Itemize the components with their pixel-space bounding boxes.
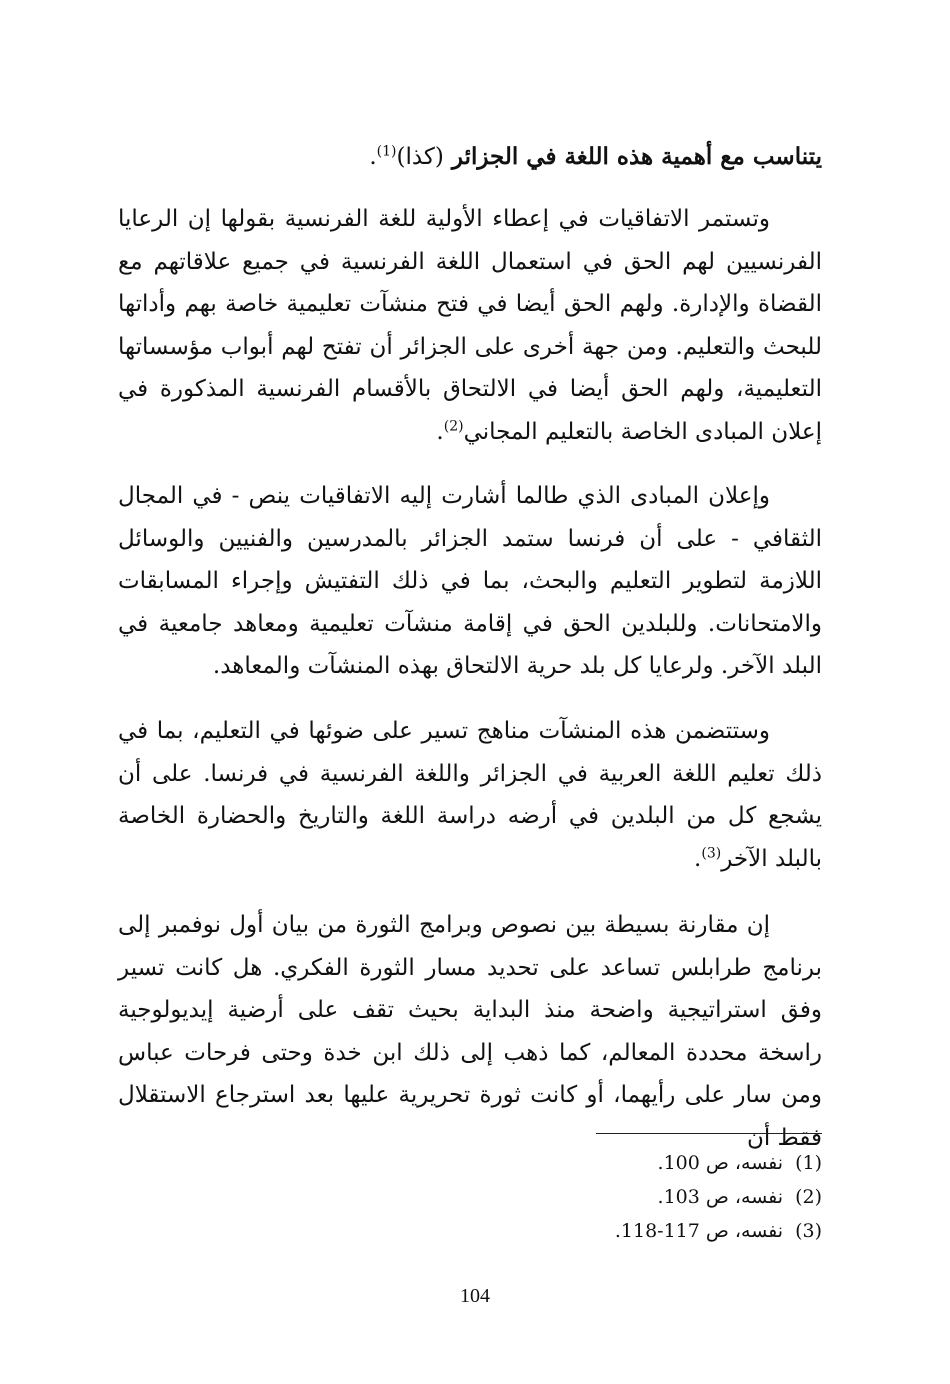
paragraph-end-mark: . [436,418,444,445]
footnote-text: نفسه، ص 117-118. [614,1220,784,1242]
footnote-3 [420,1214,822,1248]
footnote-separator [596,1133,822,1134]
footnote-1 [420,1146,822,1180]
paragraph-end-mark: . [369,144,377,170]
paragraph-end-mark: . [694,845,702,872]
footnote-2 [420,1180,822,1214]
footnote-ref-2[interactable]: (2) [443,417,464,434]
footnote-ref-3[interactable]: (3) [701,844,722,861]
paragraph-declaration-of-principles [118,475,822,688]
footnote-text: نفسه، ص 100. [657,1152,784,1174]
paragraph-text: وتستمر الاتفاقيات في إعطاء الأولية للغة الفرنسية بقولها إن الرعايا الفرنسيين لهم الحق في استعمال اللغة الفرنسية في جميع علاقاتهم مع القضاة والإدارة. ولهم الحق أيضا في فتح منشآت تعليمية خاصة بهم وأداتها للبحث والتعليم. ومن جهة أخرى على الجزائر أن تفتح لهم أبواب مؤسساتها التعليمية، ولهم الحق أيضا في الالتحاق بالأقسام الفرنسية المذكورة في إعلان المبادى الخاصة بالتعليم المجاني [118,206,822,445]
footnote-text: نفسه، ص 103. [657,1186,784,1208]
paragraph-continuation [118,136,822,179]
footnote-number: (3) [795,1220,822,1242]
footnote-ref-1[interactable]: (1) [376,143,397,160]
paragraph-revolution-comparison [118,904,822,1159]
page-number: 104 [460,1285,490,1307]
footnotes [420,1146,822,1248]
paragraph-agreements-french-rights [118,198,822,453]
paragraph-curricula [118,710,822,880]
paragraph-text: إن مقارنة بسيطة بين نصوص وبرامج الثورة من بيان أول نوفمبر إلى برنامج طرابلس تساعد على تحديد مسار الثورة الفكري. هل كانت تسير وفق استراتيجية واضحة منذ البداية بحيث تقف على أرضية إيديولوجية راسخة محددة المعالم، كما ذهب إلى ذلك ابن خدة وحتى فرحات عباس ومن سار على رأيهما، أو كانت ثورة تحريرية عليها بعد استرجاع الاستقلال فقط أن [118,912,822,1151]
footnote-number: (1) [795,1152,822,1174]
sic-note: (كذا) [396,144,444,170]
paragraph-text: وستتضمن هذه المنشآت مناهج تسير على ضوئها في التعليم، بما في ذلك تعليم اللغة العربية في الجزائر واللغة الفرنسية في فرنسا. على أن يشجع كل من البلدين في أرضه دراسة اللغة والتاريخ والحضارة الخاصة بالبلد الآخر [118,718,822,872]
paragraph-text: يتناسب مع أهمية هذه اللغة في الجزائر [451,143,822,170]
footnote-number: (2) [795,1186,822,1208]
paragraph-text: وإعلان المبادى الذي طالما أشارت إليه الاتفاقيات ينص - في المجال الثقافي - على أن فرنسا ستمد الجزائر بالمدرسين والفنيين والوسائل اللازمة لتطوير التعليم والبحث، بما في ذلك التفتيش وإجراء المسابقات والامتحانات. وللبلدين الحق في إقامة منشآت تعليمية ومعاهد جامعية في البلد الآخر. ولرعايا كل بلد حرية الالتحاق بهذه المنشآت والمعاهد. [118,483,822,679]
